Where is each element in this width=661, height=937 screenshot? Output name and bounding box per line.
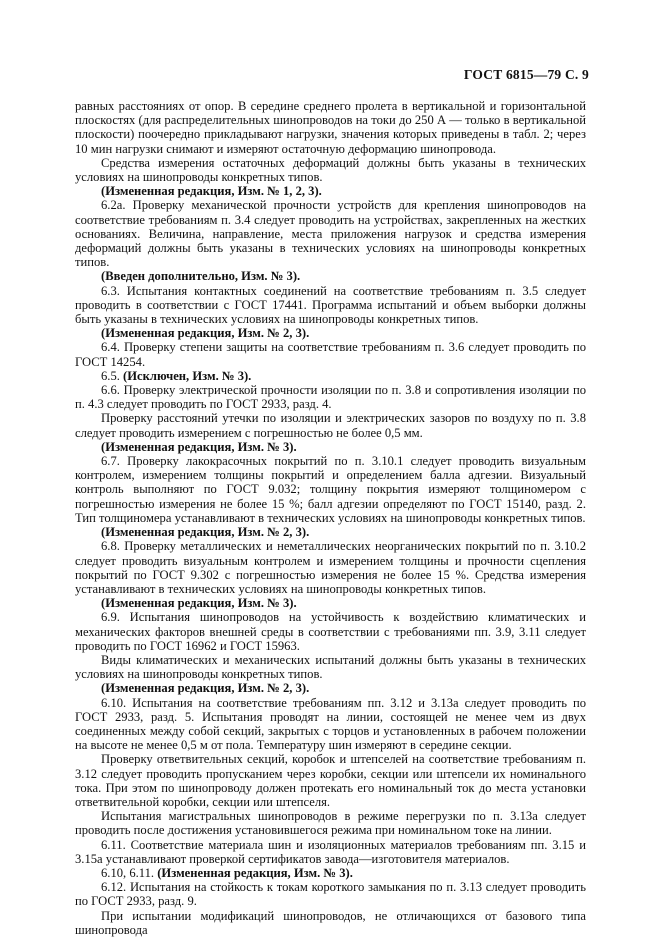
page-header: ГОСТ 6815—79 С. 9 — [463, 67, 589, 82]
paragraph: равных расстояниях от опор. В середине среднего пролета в вертикальной и горизонтальной плоскостях (для распределительных шинопроводов на токи до 250 А — только в вертикальной плоскости) поочередно прикладывают нагрузки, значения которых приведены в табл. 2; через 10 мин нагрузки снимают и измеряют остаточную деформацию шинопровода. — [75, 99, 586, 156]
amendment-note: (Измененная редакция, Изм. № 3). — [101, 439, 297, 454]
clause-number: 6.10, 6.11. — [101, 865, 158, 880]
amendment-note: (Измененная редакция, Изм. № 2, 3). — [101, 681, 310, 696]
amendment-note — [75, 369, 586, 383]
paragraph: 6.8. Проверку металлических и неметаллических неорганических покрытий по п. 3.10.2 следует проводить визуальным контролем и измерением толщины и прочности сцепления покрытий по ГОСТ 9.302 с погрешностью измерения не более 15 %. Средства измерения устанавливают в технических условиях на шинопроводы конкретных типов. — [75, 539, 586, 596]
paragraph: 6.9. Испытания шинопроводов на устойчивость к воздействию климатических и механических факторов внешней среды в соответствии с требованиями пп. 3.9, 3.11 следует проводить по ГОСТ 16962 и ГОСТ 15963. — [75, 610, 586, 653]
paragraph: 6.4. Проверку степени защиты на соответствие требованиям п. 3.6 следует проводить по ГОСТ 14254. — [75, 340, 586, 369]
paragraph: Виды климатических и механических испытаний должны быть указаны в технических условиях на шинопроводы конкретных типов. — [75, 652, 586, 682]
amendment-note — [75, 866, 586, 880]
amendment-note: (Измененная редакция, Изм. № 2, 3). — [101, 525, 310, 540]
paragraph: 6.2а. Проверку механической прочности устройств для крепления шинопроводов на соответствие требованиям п. 3.4 следует проводить на устройствах, закрепленных на жестких основаниях. Величина, направление, места приложения нагрузок и средства измерения деформаций должны быть указаны в технических условиях на шинопроводы конкретных типов. — [75, 198, 586, 270]
amendment-text: (Измененная редакция, Изм. № 3). — [157, 865, 353, 880]
clause-number: 6.5. — [101, 368, 124, 383]
paragraph: 6.3. Испытания контактных соединений на соответствие требованиям п. 3.5 следует проводить в соответствии с ГОСТ 17441. Программа испытаний и объем выборки должны быть указаны в технических условиях на шинопроводы конкретных типов. — [75, 283, 586, 327]
amendment-text: (Исключен, Изм. № 3). — [123, 368, 252, 383]
paragraph: 6.12. Испытания на стойкость к токам короткого замыкания по п. 3.13 следует проводить по ГОСТ 2933, разд. 9. — [75, 880, 586, 909]
amendment-note: (Введен дополнительно, Изм. № 3). — [101, 269, 301, 284]
amendment-note: (Измененная редакция, Изм. № 3). — [101, 596, 297, 611]
paragraph: 6.7. Проверку лакокрасочных покрытий по п. 3.10.1 следует проводить визуальным контролем, измерением толщины покрытий и определением балла адгезии. Визуальный контроль выполняют по ГОСТ 9.032; толщину покрытия измеряют толщиномером с погрешностью измерения не более 15 %; балл адгезии определяют по ГОСТ 15140, разд. 2. Тип толщиномера устанавливают в технических условиях на шинопроводы конкретных типов. — [75, 454, 586, 525]
paragraph: Средства измерения остаточных деформаций должны быть указаны в технических условиях на шинопроводы конкретных типов. — [75, 155, 586, 185]
paragraph: Проверку расстояний утечки по изоляции и электрических зазоров по воздуху по п. 3.8 следует проводить измерением с погрешностью не более 0,5 мм. — [75, 411, 586, 440]
document-body — [75, 99, 586, 937]
paragraph: Испытания магистральных шинопроводов в режиме перегрузки по п. 3.13а следует проводить после достижения установившегося режима при номинальном токе на линии. — [75, 809, 586, 838]
amendment-note: (Измененная редакция, Изм. № 1, 2, 3). — [101, 184, 322, 199]
paragraph: 6.10. Испытания на соответствие требованиям пп. 3.12 и 3.13а следует проводить по ГОСТ 2933, разд. 5. Испытания проводят на линии, состоящей не менее чем из двух соединенных между собой секций, закрытых с торцов и установленных в рабочем положении на высоте не менее 0,5 м от пола. Температуру шин измеряют в середине секции. — [75, 695, 586, 753]
paragraph: 6.11. Соответствие материала шин и изоляционных материалов требованиям пп. 3.15 и 3.15а устанавливают проверкой сертификатов завода—изготовителя материалов. — [75, 837, 586, 866]
paragraph: При испытании модификаций шинопроводов, не отличающихся от базового типа шинопровода — [75, 908, 586, 937]
paragraph: 6.6. Проверку электрической прочности изоляции по п. 3.8 и сопротивления изоляции по п. 4.3 следует проводить по ГОСТ 2933, разд. 4. — [75, 383, 586, 412]
amendment-note: (Измененная редакция, Изм. № 2, 3). — [101, 326, 310, 341]
paragraph: Проверку ответвительных секций, коробок и штепселей на соответствие требованиям п. 3.12 следует проводить пропусканием через коробки, секции или штепсели их номинального тока. При этом по шинопроводу должен протекать его номинальный ток до места установки ответвительной коробки, секции или штепселя. — [75, 752, 586, 809]
